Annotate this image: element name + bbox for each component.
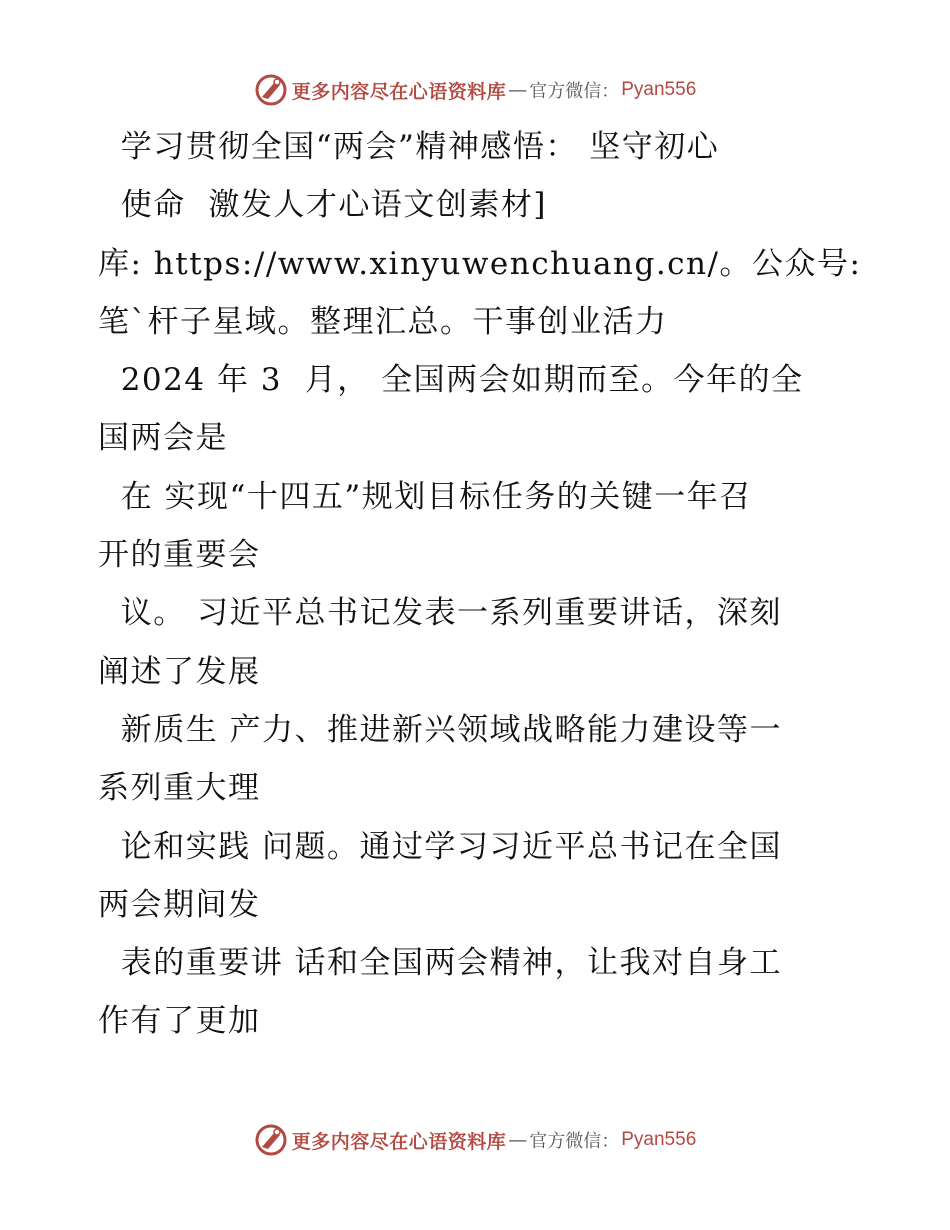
text-line: 国两会是 [98,420,228,457]
text-line: 在 实现“十四五”规划目标任务的关键一年召 [98,478,752,515]
banner-title: 更多内容尽在心语资料库 [291,80,507,103]
text-line: 2024 年 3 月， 全国两会如期而至。今年的全 [98,362,804,399]
brand-logo-icon [254,73,288,107]
text-line: 表的重要讲 话和全国两会精神，让我对自身工 [98,945,783,982]
text-line: 库: https://www.xinyuwenchuang.cn/。公众号: [98,245,862,282]
text-line: 新质生 产力、推进新兴领域战略能力建设等一 [98,711,783,748]
header-watermark [0,68,950,112]
text-line: 笔`杆子星域。整理汇总。干事创业活力 [98,303,668,340]
banner-title: 更多内容尽在心语资料库 [291,1130,507,1153]
wechat-label: 官方微信： [529,1131,620,1152]
text-line: 学习贯彻全国“两会”精神感悟： 坚守初心 [98,129,720,165]
text-line: 议。 习近平总书记发表一系列重要讲话，深刻 [98,595,783,632]
brand-logo-icon [254,1123,288,1157]
banner-dash: — [508,1129,528,1151]
wechat-label: 官方微信： [529,81,620,102]
text-line: 开的重要会 [98,537,261,574]
text-line: 作有了更加 [98,1003,261,1040]
banner-dash: — [508,79,528,101]
wechat-id: Pyan556 [621,79,697,100]
text-line: 系列重大理 [98,770,261,807]
text-line: 两会期间发 [98,886,261,923]
text-line: 使命 激发人才心语文创素材] [98,187,548,224]
document-body [98,118,862,1051]
text-line: 论和实践 问题。通过学习习近平总书记在全国 [98,828,783,865]
text-line: 阐述了发展 [98,653,261,690]
wechat-id: Pyan556 [621,1129,697,1150]
footer-watermark [0,1118,950,1162]
